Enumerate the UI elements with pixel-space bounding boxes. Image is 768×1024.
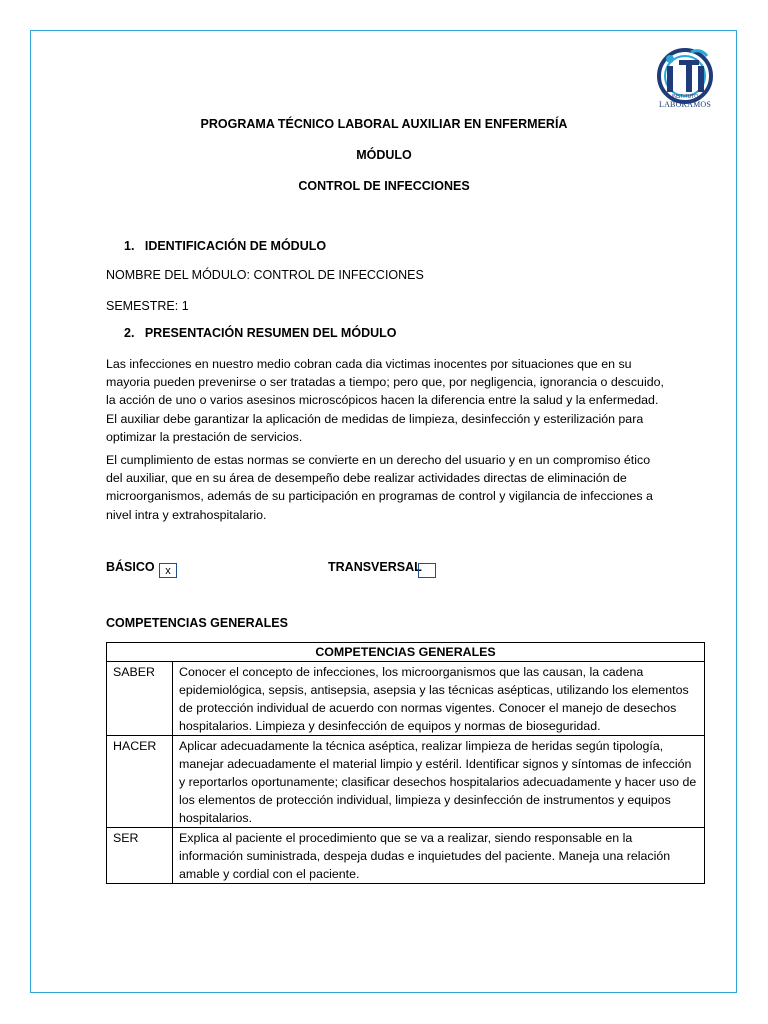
module-name-line: NOMBRE DEL MÓDULO: CONTROL DE INFECCIONES — [106, 268, 424, 282]
competencies-table — [106, 642, 705, 884]
section-identification-title: 1. IDENTIFICACIÓN DE MÓDULO — [124, 239, 327, 253]
program-title: PROGRAMA TÉCNICO LABORAL AUXILIAR EN ENFERMERÍA — [200, 117, 568, 131]
competencies-heading: COMPETENCIAS GENERALES — [106, 616, 288, 630]
module-label: MÓDULO — [356, 148, 412, 162]
row-text-hacer: Aplicar adecuadamente la técnica aséptica, realizar limpieza de heridas según tipología, manejar adecuadamente el material limpio y estéril. Identificar signos y síntomas de infección y reportarlos oportunamente; clasificar desechos hospitalarios adecuadamente y hacer uso de los elementos de protección individual, limpieza y desinfección de instrumentos y equipos hospitalarios. — [173, 736, 705, 828]
row-text-saber: Conocer el concepto de infecciones, los microorganismos que las causan, la cadena epidemiológica, sepsis, antisepsia, asepsia y las técnicas asépticas, utilizando los elementos de protección individual de acuerdo con normas vigentes. Conocer el manejo de desechos hospitalarios. Limpieza y desinfección de equipos y normas de bioseguridad. — [173, 662, 705, 736]
table-row — [107, 662, 705, 736]
paragraph-compliance: El cumplimiento de estas normas se convierte en un derecho del usuario y en un compromiso ético del auxiliar, que en su área de desempeño debe realizar actividades directas de eliminación de microorganismos, además de su participación en programas de control y vigilancia de infecciones a nivel intra y extrahospitalario. — [106, 453, 653, 522]
row-text-ser: Explica al paciente el procedimiento que se va a realizar, siendo responsable en la información suministrada, despeja dudas e inquietudes del paciente. Maneja una relación amable y cordial con el paciente. — [173, 828, 705, 884]
transversal-label: TRANSVERSAL — [328, 560, 422, 574]
semester-line: SEMESTRE: 1 — [106, 299, 189, 313]
module-title: CONTROL DE INFECCIONES — [298, 179, 470, 193]
table-row — [107, 828, 705, 884]
row-label-ser: SER — [107, 828, 173, 884]
table-header: COMPETENCIAS GENERALES — [107, 643, 705, 662]
table-header-row — [107, 643, 705, 662]
logo-caption: LABORAMOS — [658, 100, 712, 109]
row-label-saber: SABER — [107, 662, 173, 736]
transversal-checkbox[interactable] — [418, 563, 436, 578]
basic-checkbox[interactable]: x — [159, 563, 177, 578]
table-row — [107, 736, 705, 828]
section-presentation-title: 2. PRESENTACIÓN RESUMEN DEL MÓDULO — [124, 326, 397, 340]
paragraph-intro: Las infecciones en nuestro medio cobran cada dia victimas inocentes por situaciones que en su mayoria pueden prevenirse o ser tratadas a tiempo; pero que, por negligencia, ignorancia o descuido, la acción de uno o varios asesinos microscópicos hacen la diferencia entre la salud y la enfermedad. El auxiliar debe garantizar la aplicación de medidas de limpieza, desinfección y esterilización para optimizar la prestación de servicios. — [106, 357, 664, 444]
row-label-hacer: HACER — [107, 736, 173, 828]
logo-caption-small: INSTITUTO — [671, 94, 699, 100]
basic-label: BÁSICO — [106, 560, 155, 574]
